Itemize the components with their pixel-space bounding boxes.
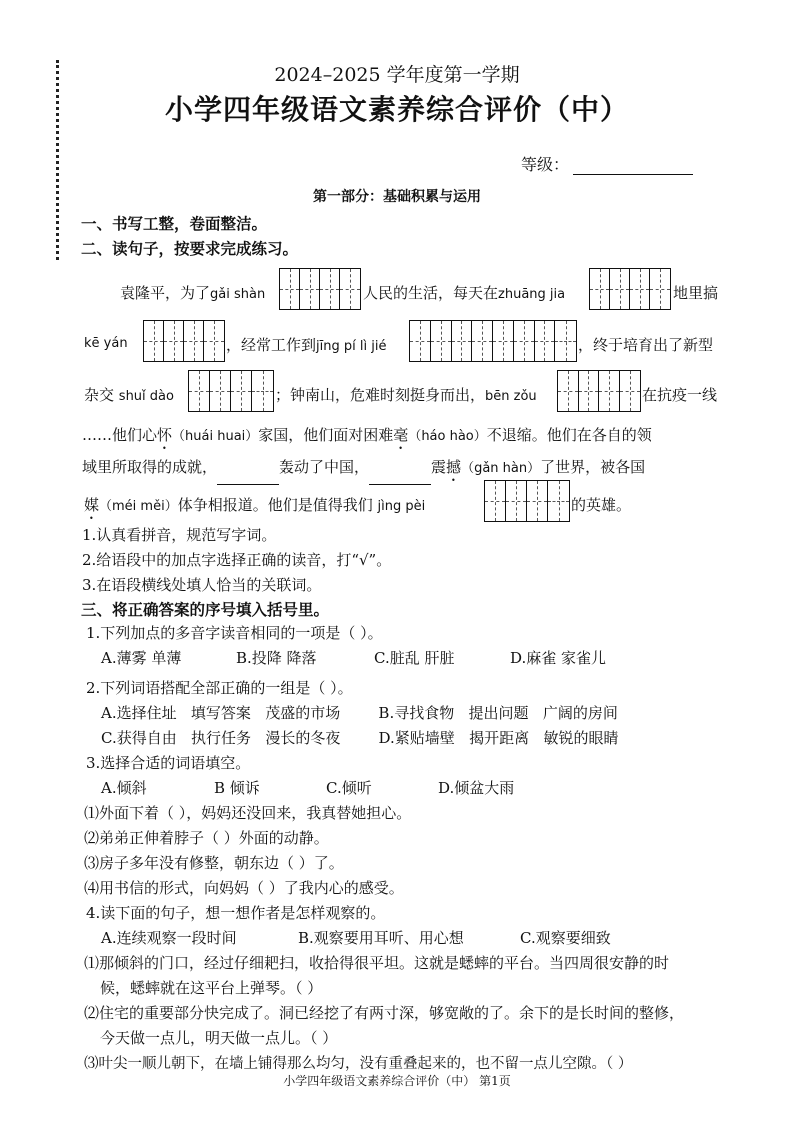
q4-option-a[interactable]: A.连续观察一段时间 [101,929,237,947]
q3-item-2: ⑵弟弟正伸着脖子（ ）外面的动静。 [84,829,329,847]
para-line-1a: 袁隆平，为了gǎi shàn [120,284,266,302]
q4-item-1b: 候，蟋蟀就在这平台上弹琴。（ ） [100,979,323,997]
para-line-3c: 在抗疫一线 [642,386,718,404]
q4-option-c[interactable]: C.观察要细致 [520,929,611,947]
pinyin-jingpei: jìng pèi [377,499,426,514]
para-line-5: 域里所取得的成就， 轰动了中国， 震撼（gǎn hàn）了世界，被各国 [82,456,645,485]
q4-option-b[interactable]: B.观察要用耳听、用心想 [298,929,464,947]
q3-stem: 3.选择合适的词语填空。 [86,754,251,772]
page-footer: 小学四年级语文素养综合评价（中） 第1页 [283,1074,511,1088]
char-grid-keyan[interactable] [143,320,225,362]
char-grid-benzou[interactable] [557,370,641,412]
conjunction-blank-2[interactable] [369,470,431,485]
q2-stem: 2.下列词语搭配全部正确的一组是（ ）。 [86,679,353,697]
para-line-4: ……他们心怀（huái huai）家国，他们面对困难毫（háo hào）不退缩。他们在各自的领 [82,426,652,444]
dotted-char-huai: 怀 [157,426,173,444]
year-line: 2024–2025 学年度第一学期 [274,64,520,86]
para-line-6: 媒（méi měi）体争相报道。他们是值得我们 jìng pèi [84,496,426,514]
q3-item-3: ⑶房子多年没有修整，朝东边（ ）了。 [84,854,344,872]
part-title: 第一部分：基础积累与运用 [313,189,481,205]
grade-label: 等级： [521,155,570,174]
pinyin-choice-huai[interactable]: （huái huai） [172,429,259,444]
q2-option-b[interactable]: B.寻找食物 提出问题 广阔的房间 [378,704,618,722]
pinyin-benzou: bēn zǒu [485,389,537,404]
section1-heading: 一、书写工整，卷面整洁。 [81,215,268,233]
q4-item-3: ⑶叶尖一顺儿朝下，在墙上铺得那么均匀，没有重叠起来的，也不留一点儿空隙。（ ） [84,1056,633,1072]
page-title: 小学四年级语文素养综合评价（中） [164,93,629,126]
pinyin-choice-hao[interactable]: （háo hào） [408,429,487,444]
para-line-2b: ，终于培育出了新型 [578,336,714,354]
pinyin-jingpilijie: jīng pí lì jié [316,339,387,354]
pinyin-shuidao: shuǐ dào [118,389,174,404]
pinyin-choice-han[interactable]: （gǎn hàn） [461,461,541,476]
q1-option-d[interactable]: D.麻雀 家雀儿 [510,649,607,667]
q1-option-a[interactable]: A.薄雾 单薄 [101,649,182,667]
task-2: 2.给语段中的加点字选择正确的读音，打“√”。 [82,551,392,569]
q4-stem: 4.读下面的句子，想一想作者是怎样观察的。 [86,904,386,922]
pinyin-zhuangjia: zhuāng jia [498,287,566,302]
q1-stem: 1.下列加点的多音字读音相同的一项是（ ）。 [86,624,383,642]
q2-row2 [101,727,618,748]
q4-item-2b: 今天做一点儿，明天做一点儿。（ ） [100,1029,338,1047]
q2-option-c[interactable]: C.获得自由 执行任务 漫长的冬夜 [101,729,341,747]
q3-item-4: ⑷用书信的形式，向妈妈（ ）了我内心的感受。 [84,879,404,897]
q3-option-c[interactable]: C.倾听 [326,779,372,797]
char-grid-gaishan[interactable] [279,268,361,310]
pinyin-choice-mei[interactable]: （méi měi） [99,499,178,514]
task-3: 3.在语段横线处填人恰当的关联词。 [82,576,322,594]
q2-option-a[interactable]: A.选择住址 填写答案 茂盛的市场 [101,704,341,722]
char-grid-jingpilijie[interactable] [409,320,577,362]
section2-heading: 二、读句子，按要求完成练习。 [81,240,299,258]
q3-option-b[interactable]: B 倾诉 [214,779,260,797]
char-grid-zhuangjia[interactable] [589,268,671,310]
q4-item-1a: ⑴那倾斜的门口，经过仔细耙扫，收拾得很平坦。这就是蟋蟀的平台。当四周很安静的时 [84,954,670,972]
q4-item-2a: ⑵住宅的重要部分快完成了。洞已经挖了有两寸深，够宽敞的了。余下的是长时间的整修， [84,1004,685,1022]
para-line-3b: ；钟南山，危难时刻挺身而出，bēn zǒu [275,386,537,404]
para-line-3a: 杂交 shuǐ dào [84,386,174,404]
q2-row1 [101,702,618,723]
para-line-6b: 的英雄。 [571,496,632,514]
dotted-char-mei: 媒 [84,496,100,514]
para-line-2a: ，经常工作到jīng pí lì jié [226,336,387,354]
grade-field [521,152,693,175]
pinyin-keyan: kē yán [84,336,128,351]
dotted-char-hao: 毫 [393,426,409,444]
q3-option-d[interactable]: D.倾盆大雨 [438,779,515,797]
task-1: 1.认真看拼音，规范写字词。 [82,526,277,544]
q3-item-1: ⑴外面下着（ ），妈妈还没回来，我真替她担心。 [84,804,412,822]
q3-option-a[interactable]: A.倾斜 [101,779,147,797]
char-grid-jingpei[interactable] [484,480,570,522]
q1-option-c[interactable]: C.脏乱 肝脏 [374,649,455,667]
para-line-1b: 人民的生活，每天在zhuāng jia [363,284,566,302]
conjunction-blank-1[interactable] [217,470,279,485]
para-line-1c: 地里搞 [673,284,719,302]
q1-option-b[interactable]: B.投降 降落 [236,649,317,667]
section3-heading: 三、将正确答案的序号填入括号里。 [81,601,330,619]
pinyin-gaishan: gǎi shàn [210,287,266,302]
char-grid-shuidao[interactable] [188,370,274,412]
q2-option-d[interactable]: D.紧贴墙壁 揭开距离 敏锐的眼睛 [378,729,619,747]
dotted-char-han: 撼 [446,458,462,476]
grade-blank[interactable] [573,158,693,175]
